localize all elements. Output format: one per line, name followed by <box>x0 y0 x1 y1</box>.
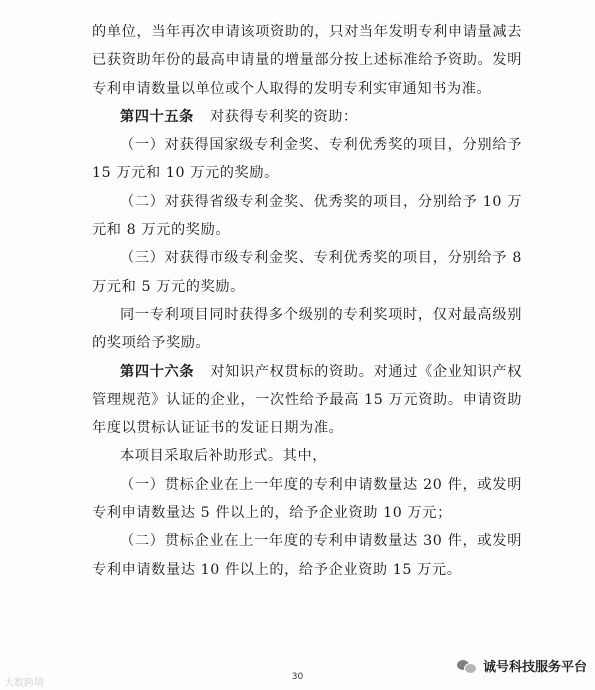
paragraph-45-1 <box>92 131 522 188</box>
paragraph-46-2 <box>92 527 522 584</box>
paragraph-45-2 <box>92 188 522 245</box>
document-body <box>92 18 522 584</box>
paragraph-text: 对获得专利奖的资助： <box>209 108 358 125</box>
paragraph-text: （一）贯标企业在上一年度的专利申请数量达 20 件，或发明专利申请数量达 5 件以上的，给予企业资助 10 万元； <box>92 476 522 522</box>
paragraph-46-1 <box>92 471 522 528</box>
paragraph-46-intro <box>92 442 522 470</box>
watermark-left: 大数跨境 <box>4 678 44 689</box>
article-45-heading <box>92 103 522 131</box>
watermark-right <box>457 656 587 675</box>
article-number: 第四十五条 <box>120 108 194 125</box>
article-46-heading <box>92 358 522 443</box>
paragraph-text: 的单位，当年再次申请该项资助的，只对当年发明专利申请量减去已获资助年份的最高申请量的增量部分按上述标准给予资助。发明专利申请数量以单位或个人取得的发明专利实审通知书为准。 <box>92 24 522 97</box>
paragraph-text: （二）对获得省级专利金奖、优秀奖的项目，分别给予 10 万元和 8 万元的奖励。 <box>92 193 522 239</box>
paragraph-text: 本项目采取后补助形式。其中， <box>120 448 328 465</box>
paragraph-45-note <box>92 301 522 358</box>
page-number: 30 <box>291 672 304 682</box>
paragraph-text: （二）贯标企业在上一年度的专利申请数量达 30 件，或发明专利申请数量达 10 件以上的，给予企业资助 15 万元。 <box>92 533 522 578</box>
paragraph-1 <box>92 18 522 103</box>
paragraph-text: 同一专利项目同时获得多个级别的专利奖项时，仅对最高级别的奖项给予奖励。 <box>92 306 522 352</box>
paragraph-text: （三）对获得市级专利金奖、专利优秀奖的项目，分别给予 8 万元和 5 万元的奖励。 <box>92 250 522 295</box>
article-number: 第四十六条 <box>120 363 195 380</box>
paragraph-text: 对知识产权贯标的资助。对通过《企业知识产权管理规范》认证的企业，一次性给予最高 15 万元资助。申请资助年度以贯标认证证书的发证日期为准。 <box>92 363 522 437</box>
paragraph-text: （一）对获得国家级专利金奖、专利优秀奖的项目，分别给予 15 万元和 10 万元的奖励。 <box>92 137 522 182</box>
paragraph-45-3 <box>92 244 522 301</box>
watermark-right-text: 诚号科技服务平台 <box>482 660 587 675</box>
wechat-icon <box>457 658 477 674</box>
